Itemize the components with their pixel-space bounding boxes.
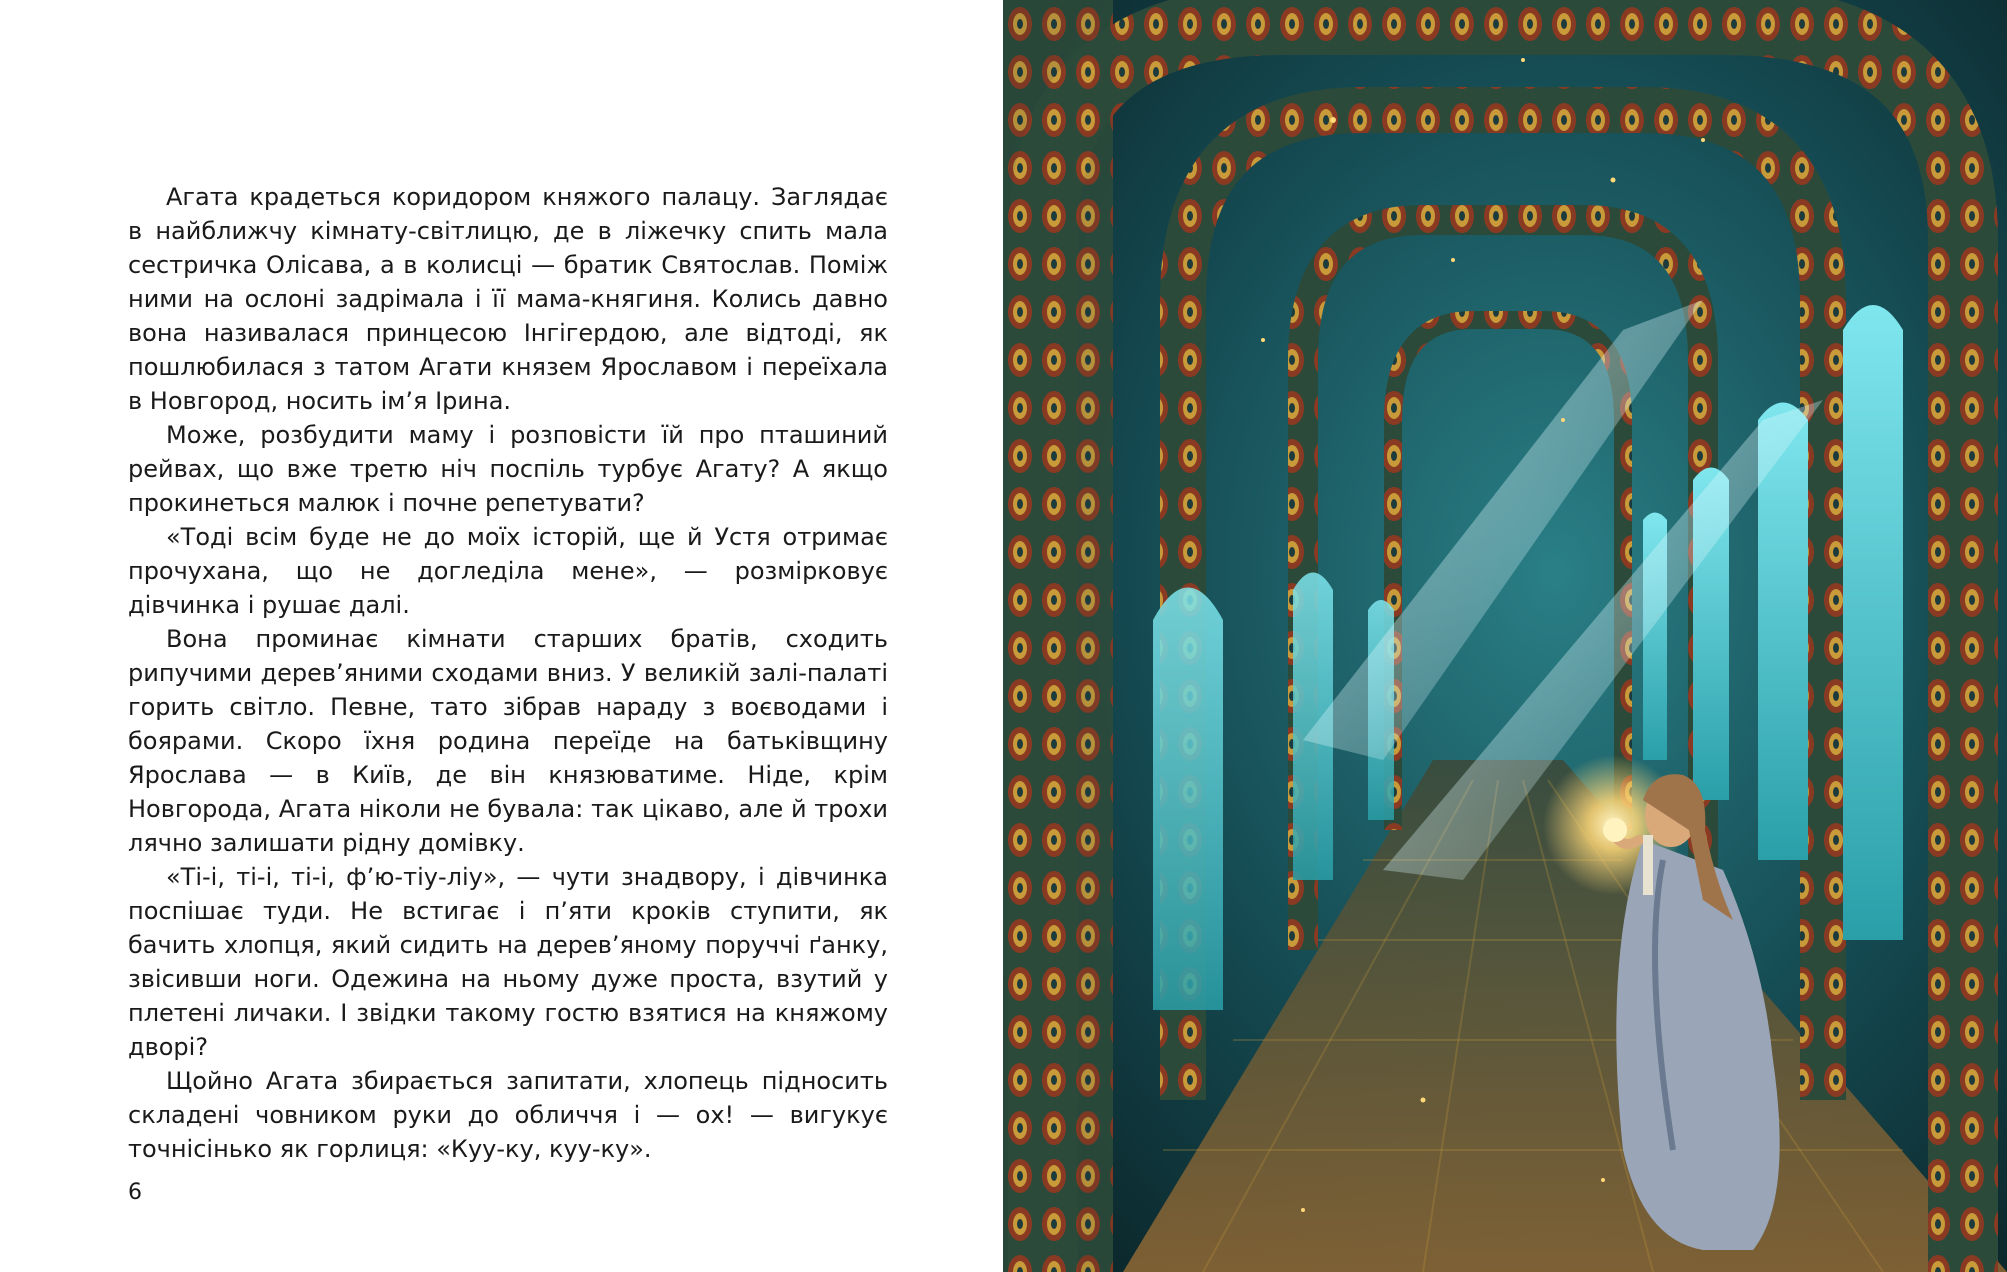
paragraph: «Тоді всім буде не до моїх історій, ще й Устя отримає прочухана, що не догледіла мене», — розмірковує дівчинка і рушає далі. — [128, 523, 888, 619]
paragraph: «Ті-і, ті-і, ті-і, фʼю-тіу-ліу», — чути знадвору, і дівчинка поспішає туди. Не встигає і пʼяти кроків ступити, як бачить хлопця, який сидить на дерев’яному поруччі ґанку, звісивши ноги. Одежина на ньому дуже проста, взутий у плетені личаки. І звідки такому гостю взятися на княжому дворі? — [128, 863, 888, 1061]
paragraph: Щойно Агата збирається запитати, хлопець підносить складені човником руки до обличчя і — ох! — вигукує точнісінько як горлиця: «Куу-ку, куу-ку». — [128, 1067, 888, 1163]
page-number: 6 — [128, 1180, 142, 1205]
story-text — [128, 180, 888, 1166]
illustration-page — [1003, 0, 2007, 1272]
paragraph: Може, розбудити маму і розповісти їй про пташиний рейвах, що вже третю ніч поспіль турбує Агату? А якщо прокинеться малюк і почне репетувати? — [128, 421, 888, 517]
left-page — [0, 0, 1003, 1272]
paragraph: Вона проминає кімнати старших братів, сходить рипучими дерев’яними сходами вниз. У великій залі-палаті горить світло. Певне, тато зібрав нараду з воєводами і боярами. Скоро їхня родина переїде на батьківщину Ярослава — в Київ, де він князюватиме. Ніде, крім Новгорода, Агата ніколи не бувала: так цікаво, але й трохи лячно залишати рідну домівку. — [128, 625, 888, 857]
corridor-illustration — [1003, 0, 2007, 1272]
paragraph: Агата крадеться коридором княжого палацу. Заглядає в найближчу кімнату-світлицю, де в ліжечку спить мала сестричка Олісава, а в колисці — братик Святослав. Поміж ними на ослоні задрімала і її мама-княгиня. Колись давно вона називалася принцесою Інгігердою, але відтоді, як пошлюбилася з татом Агати князем Ярославом і переїхала в Новгород, носить ім’я Ірина. — [128, 183, 888, 415]
